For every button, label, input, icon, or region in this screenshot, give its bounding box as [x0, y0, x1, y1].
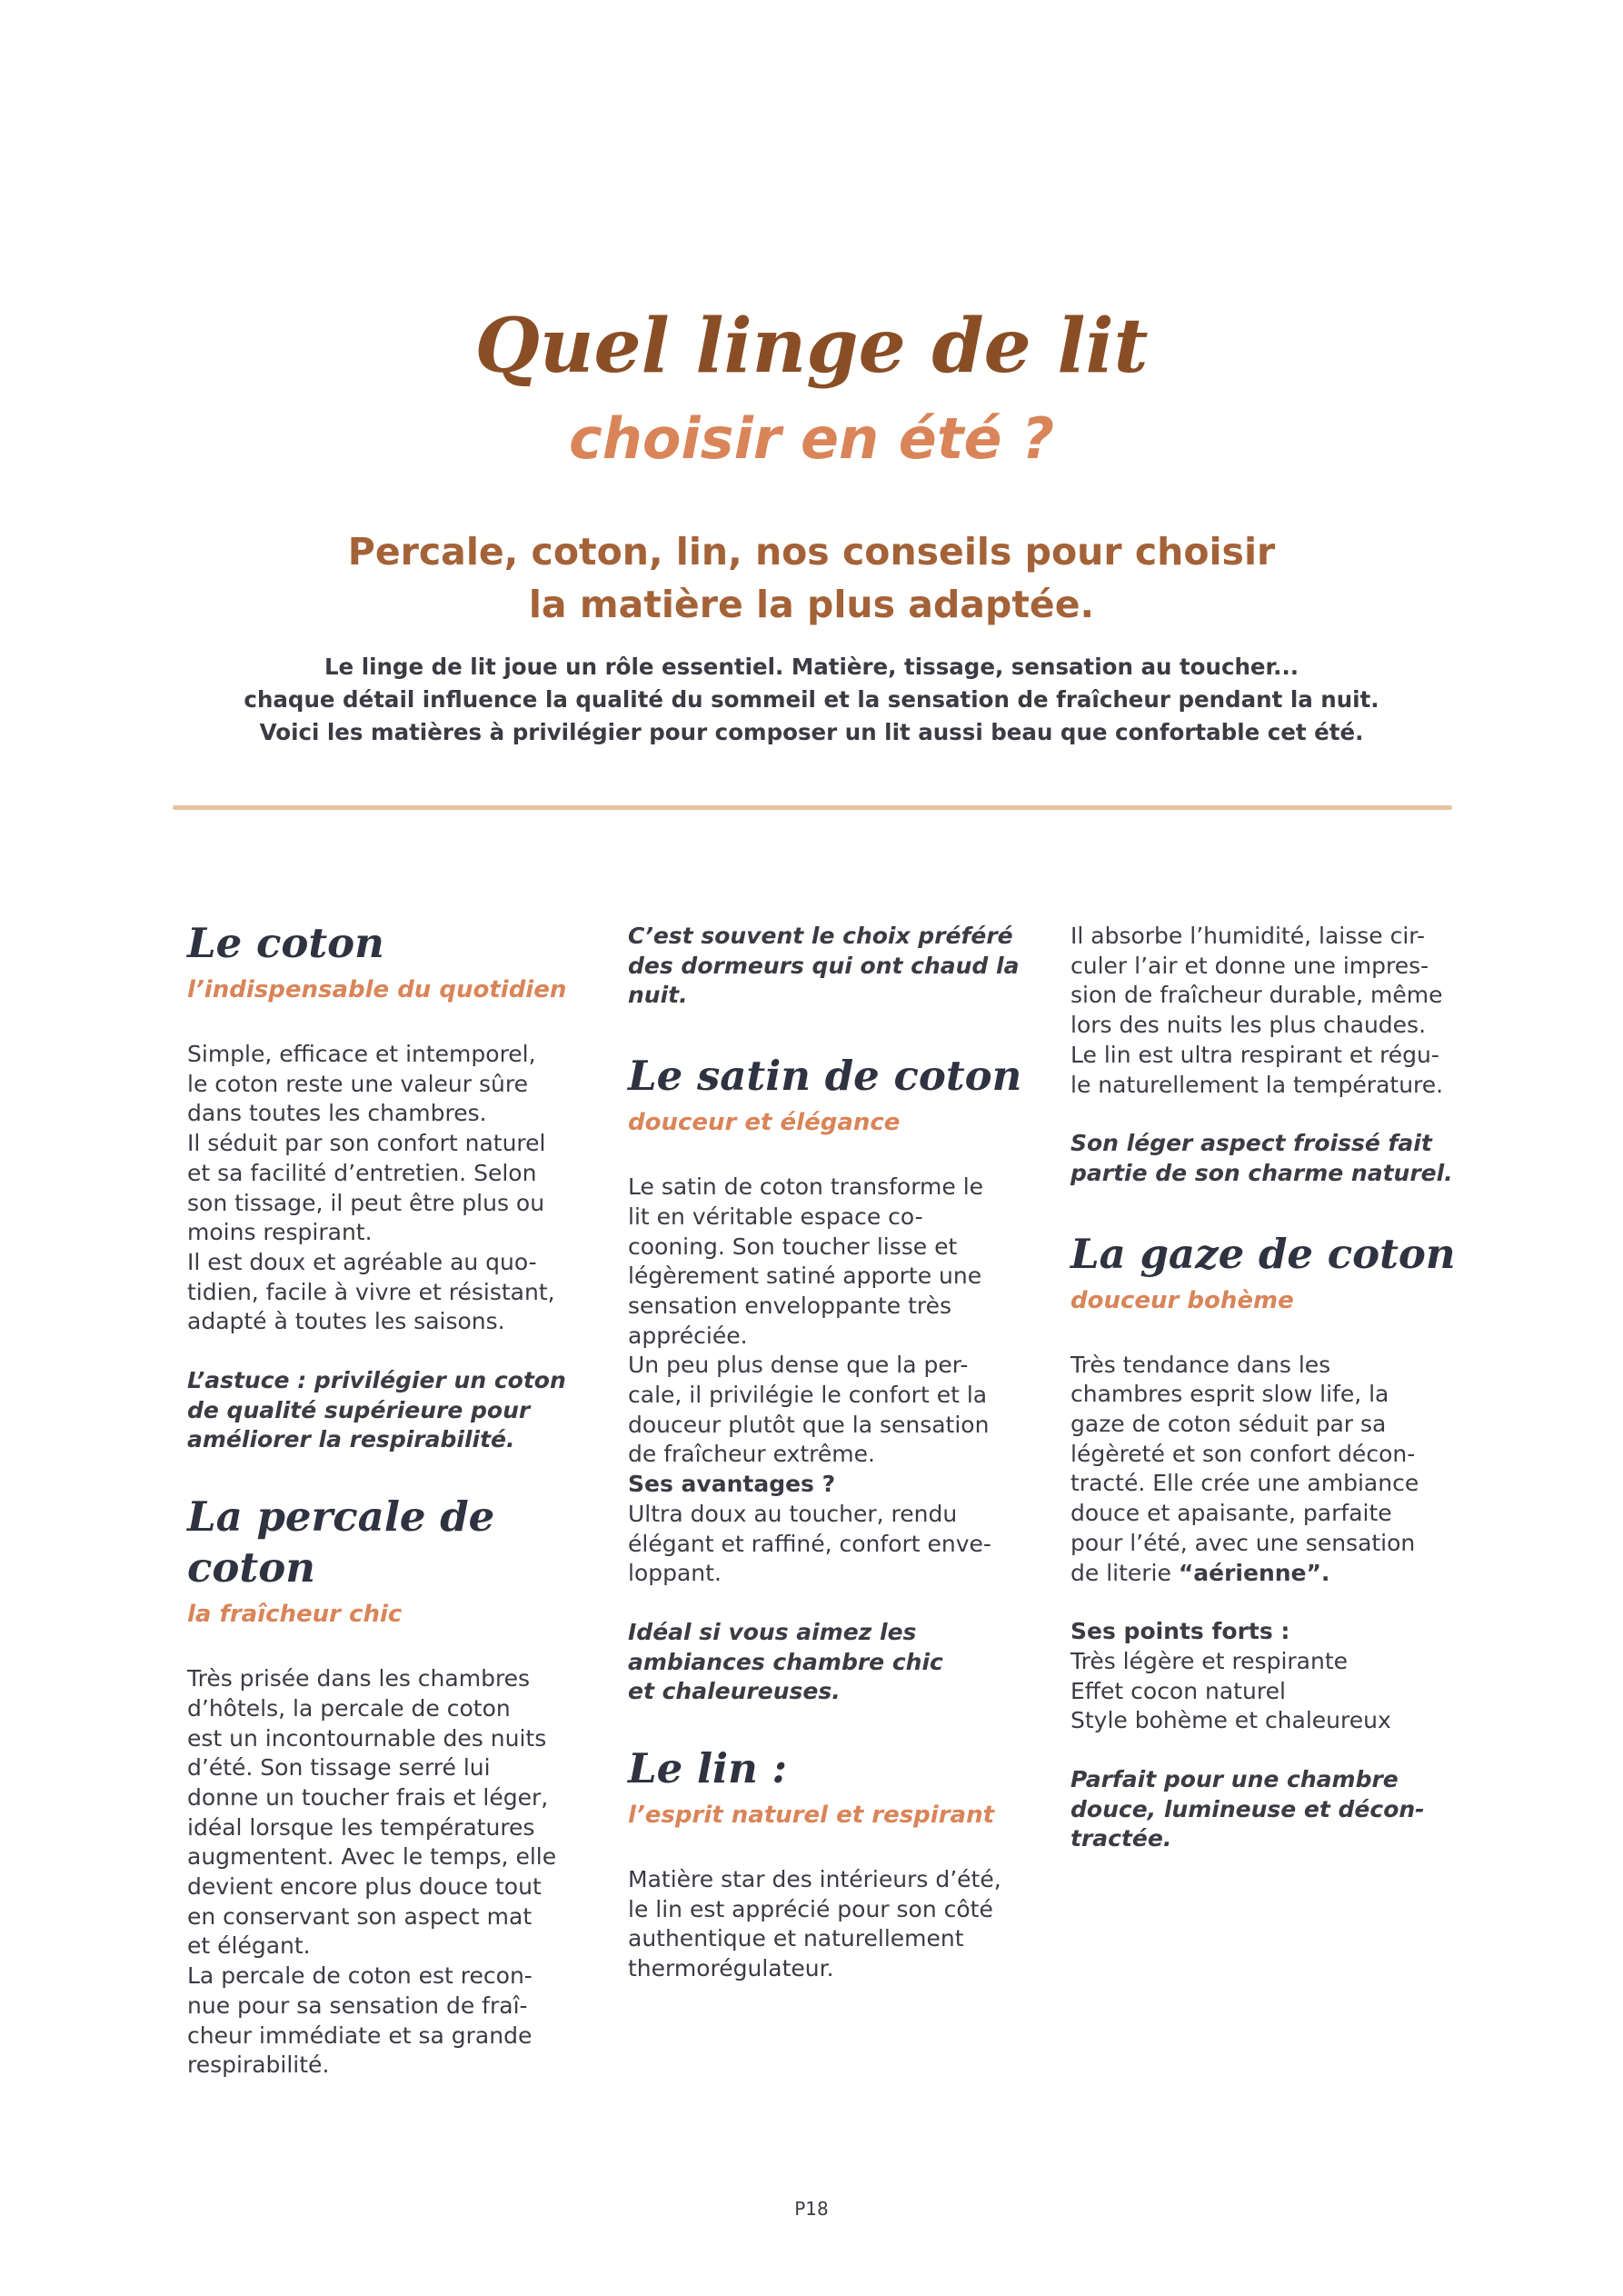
section-body-lin-cont: Il absorbe l’humidité, laisse cir- culer l’air et donne une impres- sion de fraîcheur durable, même lors des nuits les plus chaudes. Le lin est ultra respirant et régu- le naturellement la température.	[1070, 923, 1444, 1098]
section-tagline-gaze: douceur bohème	[1070, 1286, 1294, 1314]
section-tagline-coton: l’indispensable du quotidien	[187, 976, 567, 1003]
section-body-gaze-bold: “aérienne”.	[1178, 1559, 1330, 1586]
section-tip-satin: Idéal si vous aimez les ambiances chambre chic et chaleureuses.	[628, 1618, 943, 1705]
divider	[173, 805, 1452, 810]
section-tip-gaze: Parfait pour une chambre douce, lumineuse et décon- tractée.	[1070, 1766, 1425, 1852]
section-title-satin: Le satin de coton	[628, 1052, 1022, 1101]
section-tagline-percale: la fraîcheur chic	[187, 1601, 403, 1629]
section-body-coton: Simple, efficace et intemporel, le coton reste une valeur sûre dans toutes les chambres. Il séduit par son confort naturel et sa facilité d’entretien. Selon son tissage, il peut être plus ou moins respirant. Il est doux et agréable au quo- tidien, facile à vivre et résistant, adapté à toutes les saisons.	[187, 1041, 555, 1335]
section-tip-lin: Son léger aspect froissé fait partie de son charme naturel.	[1070, 1130, 1453, 1186]
subtitle	[0, 525, 1623, 631]
intro-text	[0, 651, 1623, 749]
section-body-satin: Le satin de coton transforme le lit en véritable espace co- cooning. Son toucher lisse et légèrement satiné apporte une sensation enveloppante très appréciée. Un peu plus dense que la per- cale, il privilégie le confort et la douceur plutôt que la sensation de fraîcheur extrême.	[628, 1173, 990, 1468]
strength-item: Très légère et respirante	[1070, 1647, 1349, 1674]
intro-line-2: chaque détail influence la qualité du sommeil et la sensation de fraîcheur pendant la nuit.	[244, 686, 1379, 713]
section-title-gaze: La gaze de coton	[1070, 1229, 1456, 1278]
subtitle-line-2: la matière la plus adaptée.	[528, 583, 1095, 626]
section-body-gaze	[1070, 1351, 1470, 1589]
strength-item: Style bohème et chaleureux	[1070, 1707, 1391, 1734]
column-3	[1070, 918, 1470, 1854]
section-note-percale: C’est souvent le choix préféré des dormeurs qui ont chaud la nuit.	[628, 923, 1020, 1009]
strength-item: Effet cocon naturel	[1070, 1677, 1286, 1704]
section-tagline-satin: douceur et élégance	[628, 1109, 901, 1137]
intro-line-1: Le linge de lit joue un rôle essentiel. Matière, tissage, sensation au toucher...	[324, 654, 1299, 680]
section-tagline-lin: l’esprit naturel et respirant	[628, 1802, 995, 1830]
page-title: Quel linge de lit	[474, 303, 1149, 390]
column-1	[187, 918, 587, 2081]
intro-line-3: Voici les matières à privilégier pour composer un lit aussi beau que confortable cet été.	[259, 719, 1364, 745]
page-number: P18	[794, 2198, 829, 2220]
section-advantages-label-satin: Ses avantages ?	[628, 1471, 836, 1498]
section-body-percale: Très prisée dans les chambres d’hôtels, la percale de coton est un incontournable des nuits d’été. Son tissage serré lui donne un toucher frais et léger, idéal lorsque les températures augmentent. Avec le temps, elle devient encore plus douce tout en conservant son aspect mat et élégant. La percale de coton est recon- nue pour sa sensation de fraî- cheur immédiate et sa grande respirabilité.	[187, 1665, 557, 2079]
section-body-lin: Matière star des intérieurs d’été, le lin est apprécié pour son côté authentique et naturellement thermorégulateur.	[628, 1866, 1001, 1982]
section-body-gaze-text: Très tendance dans les chambres esprit slow life, la gaze de coton séduit par sa légèreté et son confort décon- tracté. Elle crée une ambiance douce et apaisante, parfaite pour l’été, avec une sensation de literie	[1070, 1351, 1419, 1586]
column-2	[628, 918, 1028, 1984]
subtitle-line-1: Percale, coton, lin, nos conseils pour choisir	[347, 530, 1276, 574]
section-advantages-satin: Ultra doux au toucher, rendu élégant et raffiné, confort enve- loppant.	[628, 1500, 991, 1587]
section-title-lin: Le lin :	[628, 1744, 788, 1793]
section-title-percale: La percale de coton	[187, 1492, 495, 1592]
page-title-sub: choisir en été ?	[568, 405, 1055, 472]
section-title-coton: Le coton	[187, 919, 384, 967]
section-strengths-label-gaze: Ses points forts :	[1070, 1618, 1290, 1645]
section-tip-coton: L’astuce : privilégier un coton de qualité supérieure pour améliorer la respirabilité.	[187, 1367, 566, 1453]
